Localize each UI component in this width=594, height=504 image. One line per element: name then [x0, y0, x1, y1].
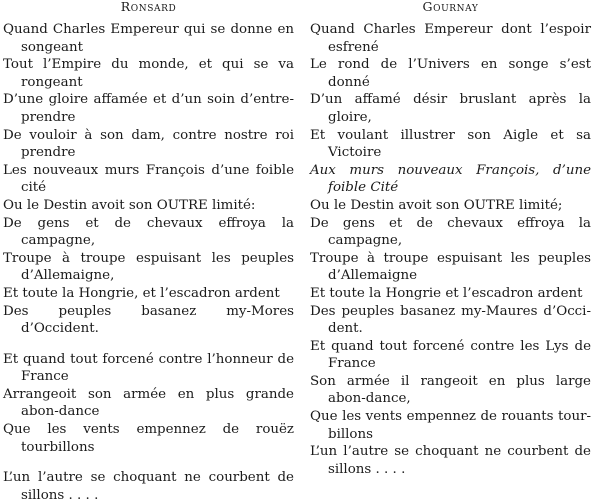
ronsard-column — [3, 0, 294, 504]
verse-line: De gens et de chevaux effroya la campagne, — [3, 215, 294, 249]
verse-line: Arrangeoit son armée en plus grande abon-dance — [3, 386, 294, 420]
verse-line: Des peuples basanez my-Mores d’Occident. — [3, 303, 294, 337]
verse-line: Et quand tout forcené contre l’honneur de France — [3, 351, 294, 385]
verse-line: Troupe à troupe espuisant les peuples d’Allemaigne, — [3, 250, 294, 284]
verse-line: Quand Charles Empereur dont l’espoir esfrené — [310, 22, 591, 55]
verse-line: D’un affamé désir bruslant après la gloire, — [310, 92, 591, 125]
verse-line: Son armée il rangeoit en plus large abon-dance, — [310, 373, 591, 407]
verse-line: Des peuples basanez my-Maures d’Occi-dent. — [310, 303, 591, 337]
verse-line: Ou le Destin avoit son OUTRE limité: — [3, 197, 256, 213]
gournay-verse — [310, 21, 591, 478]
verse-line: Que les vents empennez de rouëz tourbillons — [3, 422, 294, 455]
verse-line: Tout l’Empire du monde, et qui se va rongeant — [3, 57, 294, 90]
verse-line: Et quand tout forcené contre les Lys de France — [310, 338, 591, 372]
verse-line: Ou le Destin avoit son OUTRE limité; — [310, 197, 563, 213]
verse-line: De gens et de chevaux effroya la campagne, — [310, 215, 591, 249]
gournay-heading: Gournay — [422, 0, 479, 14]
verse-line: De vouloir à son dam, contre nostre roi prendre — [3, 127, 294, 161]
ronsard-heading: Ronsard — [120, 0, 177, 14]
verse-line: L’un l’autre se choquant ne courbent de sillons . . . . — [3, 470, 294, 503]
verse-line: Et toute la Hongrie, et l’escadron ardent — [3, 285, 280, 301]
verse-line: Et toute la Hongrie et l’escadron ardent — [310, 285, 583, 301]
verse-line: D’une gloire affamée et d’un soin d’entre-prendre — [3, 92, 294, 125]
verse-line: Les nouveaux murs François d’une foible cité — [3, 162, 294, 196]
verse-line: Et voulant illustrer son Aigle et sa Victoire — [310, 127, 591, 161]
verse-line: L’un l’autre se choquant ne courbent de sillons . . . . — [310, 444, 591, 477]
gournay-column — [310, 0, 591, 478]
verse-line: Quand Charles Empereur qui se donne en songeant — [3, 22, 294, 55]
verse-line: Aux murs nouveaux François, d’une foible Cité — [310, 162, 591, 196]
verse-line: Troupe à troupe espuisant les peuples d’Allemaigne — [310, 250, 591, 284]
verse-line: Que les vents empennez de rouants tour-billons — [310, 409, 591, 442]
ronsard-verse — [3, 21, 294, 504]
verse-line: Le rond de l’Univers en songe s’est donné — [310, 57, 591, 90]
